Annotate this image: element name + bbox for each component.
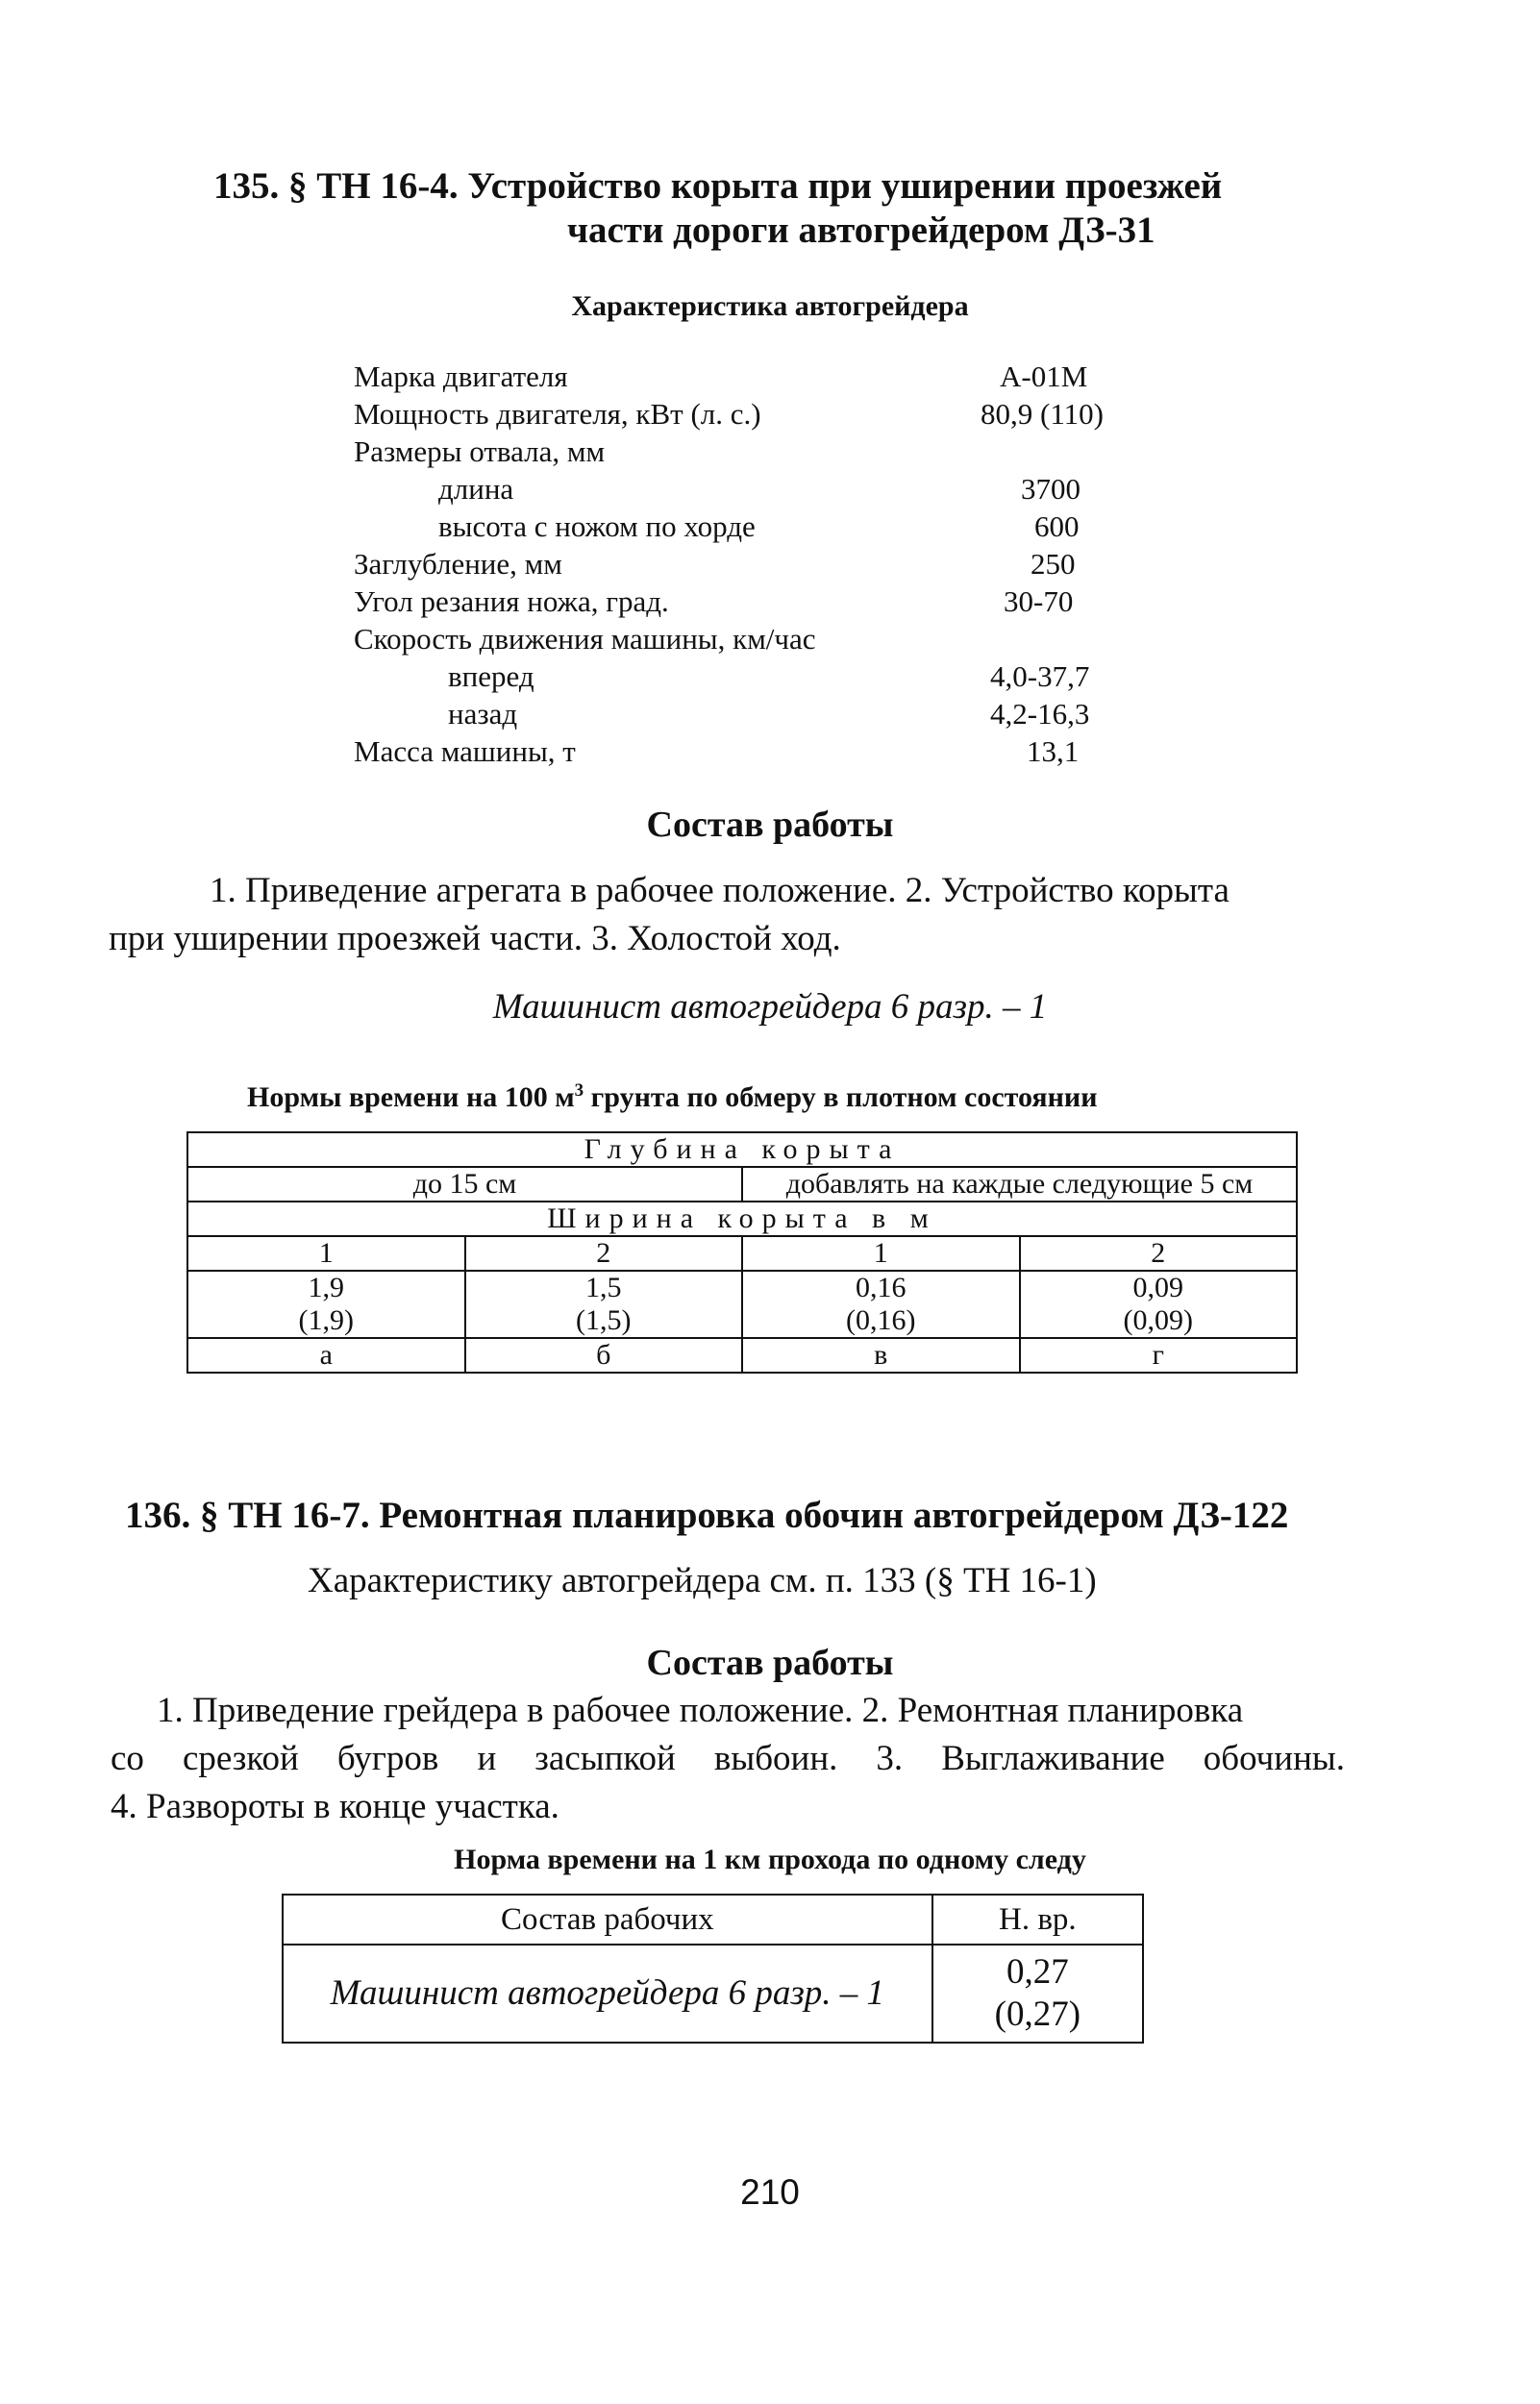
spec-value: 4,2-16,3 <box>990 697 1090 731</box>
norms-heading-superscript: 3 <box>574 1080 584 1101</box>
value: 0,09 <box>1132 1272 1183 1303</box>
spec-label: Масса машины, т <box>354 734 576 768</box>
value: 0,16 <box>856 1272 907 1303</box>
work-composition-line1: 1. Приведение агрегата в рабочее положение. 2. Устройство корыта <box>210 871 1230 910</box>
crew-cell: Машинист автогрейдера 6 разр. – 1 <box>283 1945 932 2043</box>
work-composition-heading-136: Состав работы <box>646 1643 894 1683</box>
table-row <box>187 1132 1297 1167</box>
spec-label: Мощность двигателя, кВт (л. с.) <box>354 397 761 431</box>
value-paren: (1,9) <box>298 1304 354 1336</box>
norm-heading-136: Норма времени на 1 км прохода по одному следу <box>454 1844 1086 1875</box>
norm-value: 0,27 <box>1006 1952 1069 1992</box>
crew-line: Машинист автогрейдера 6 разр. – 1 <box>492 987 1048 1027</box>
work-composition-136-line3: 4. Развороты в конце участка. <box>111 1787 559 1826</box>
spec-list <box>354 358 1142 770</box>
spec-row <box>354 657 1142 695</box>
spec-row <box>354 695 1142 732</box>
spec-row <box>354 395 1142 433</box>
col-header-crew: Состав рабочих <box>283 1895 932 1945</box>
value-paren: (0,16) <box>846 1304 916 1336</box>
value-paren: (1,5) <box>576 1304 632 1336</box>
spec-label: вперед <box>448 659 534 693</box>
norms-heading-text: Нормы времени на 100 м <box>247 1081 575 1113</box>
section-136-title: 136. § ТН 16-7. Ремонтная планировка обочин автогрейдером ДЗ-122 <box>125 1495 1289 1536</box>
value: 1,9 <box>308 1272 344 1303</box>
characteristics-reference: Характеристику автогрейдера см. п. 133 (§ ТН 16-1) <box>308 1561 1097 1600</box>
table-row <box>187 1236 1297 1271</box>
width-cell: 2 <box>1020 1236 1298 1271</box>
col-group-a-header: до 15 см <box>187 1167 742 1202</box>
table-row <box>187 1338 1297 1373</box>
spec-label: длина <box>438 472 514 506</box>
work-composition-line2: при уширении проезжей части. 3. Холостой ход. <box>109 919 841 958</box>
spec-value: 30-70 <box>1004 584 1074 618</box>
spec-row <box>354 358 1142 395</box>
col-header-norm: Н. вр. <box>932 1895 1143 1945</box>
width-header: Ширина корыта в м <box>187 1202 1297 1236</box>
value-cell <box>1020 1271 1298 1338</box>
depth-header: Глубина корыта <box>187 1132 1297 1167</box>
work-composition-heading: Состав работы <box>646 805 894 845</box>
spec-label: Заглубление, мм <box>354 547 562 581</box>
spec-value: 3700 <box>1021 472 1080 506</box>
spec-label: Скорость движения машины, км/час <box>354 622 816 656</box>
table-row <box>187 1167 1297 1202</box>
table-row <box>283 1895 1143 1945</box>
width-cell: 1 <box>742 1236 1020 1271</box>
spec-label: Размеры отвала, мм <box>354 434 606 468</box>
spec-value: 13,1 <box>1027 734 1080 768</box>
section-135-title-line1: 135. § ТН 16-4. Устройство корыта при уширении проезжей <box>213 165 1223 207</box>
spec-value: А-01М <box>1000 359 1088 393</box>
work-composition-136-line2: со срезкой бугров и засыпкой выбоин. 3. Выглаживание обочины. <box>111 1739 1345 1778</box>
spec-value: 250 <box>1031 547 1076 581</box>
page-number: 210 <box>740 2172 800 2212</box>
value-cell <box>742 1271 1020 1338</box>
value-cell <box>187 1271 465 1338</box>
spec-row <box>354 508 1142 545</box>
value: 1,5 <box>585 1272 622 1303</box>
width-cell: 1 <box>187 1236 465 1271</box>
spec-row <box>354 545 1142 582</box>
table-row <box>187 1202 1297 1236</box>
norms-heading-text-tail: грунта по обмеру в плотном состоянии <box>584 1081 1098 1113</box>
spec-row <box>354 620 1142 657</box>
spec-label: высота с ножом по хорде <box>438 509 756 543</box>
spec-row <box>354 433 1142 470</box>
letter-cell: б <box>465 1338 743 1373</box>
table-row <box>187 1271 1297 1338</box>
col-group-b-header: добавлять на каждые следующие 5 см <box>742 1167 1297 1202</box>
letter-cell: а <box>187 1338 465 1373</box>
norm-value-paren: (0,27) <box>994 1995 1081 2034</box>
norms-heading <box>247 1080 1098 1114</box>
spec-row <box>354 470 1142 508</box>
crew-norm-table <box>282 1894 1144 2044</box>
spec-label: Угол резания ножа, град. <box>354 584 669 618</box>
width-cell: 2 <box>465 1236 743 1271</box>
letter-cell: г <box>1020 1338 1298 1373</box>
norms-table <box>186 1131 1298 1374</box>
norm-cell <box>932 1945 1143 2043</box>
spec-value: 4,0-37,7 <box>990 659 1090 693</box>
spec-label: Марка двигателя <box>354 359 568 393</box>
value-cell <box>465 1271 743 1338</box>
letter-cell: в <box>742 1338 1020 1373</box>
spec-label: назад <box>448 697 518 731</box>
spec-value: 600 <box>1034 509 1080 543</box>
spec-row <box>354 582 1142 620</box>
spec-row <box>354 732 1142 770</box>
work-composition-136-line1: 1. Приведение грейдера в рабочее положение. 2. Ремонтная планировка <box>157 1691 1244 1730</box>
spec-value: 80,9 (110) <box>981 397 1104 431</box>
value-paren: (0,09) <box>1123 1304 1193 1336</box>
characteristics-heading: Характеристика автогрейдера <box>571 290 969 322</box>
section-135-title-line2: части дороги автогрейдером ДЗ-31 <box>567 210 1155 251</box>
table-row <box>283 1945 1143 2043</box>
